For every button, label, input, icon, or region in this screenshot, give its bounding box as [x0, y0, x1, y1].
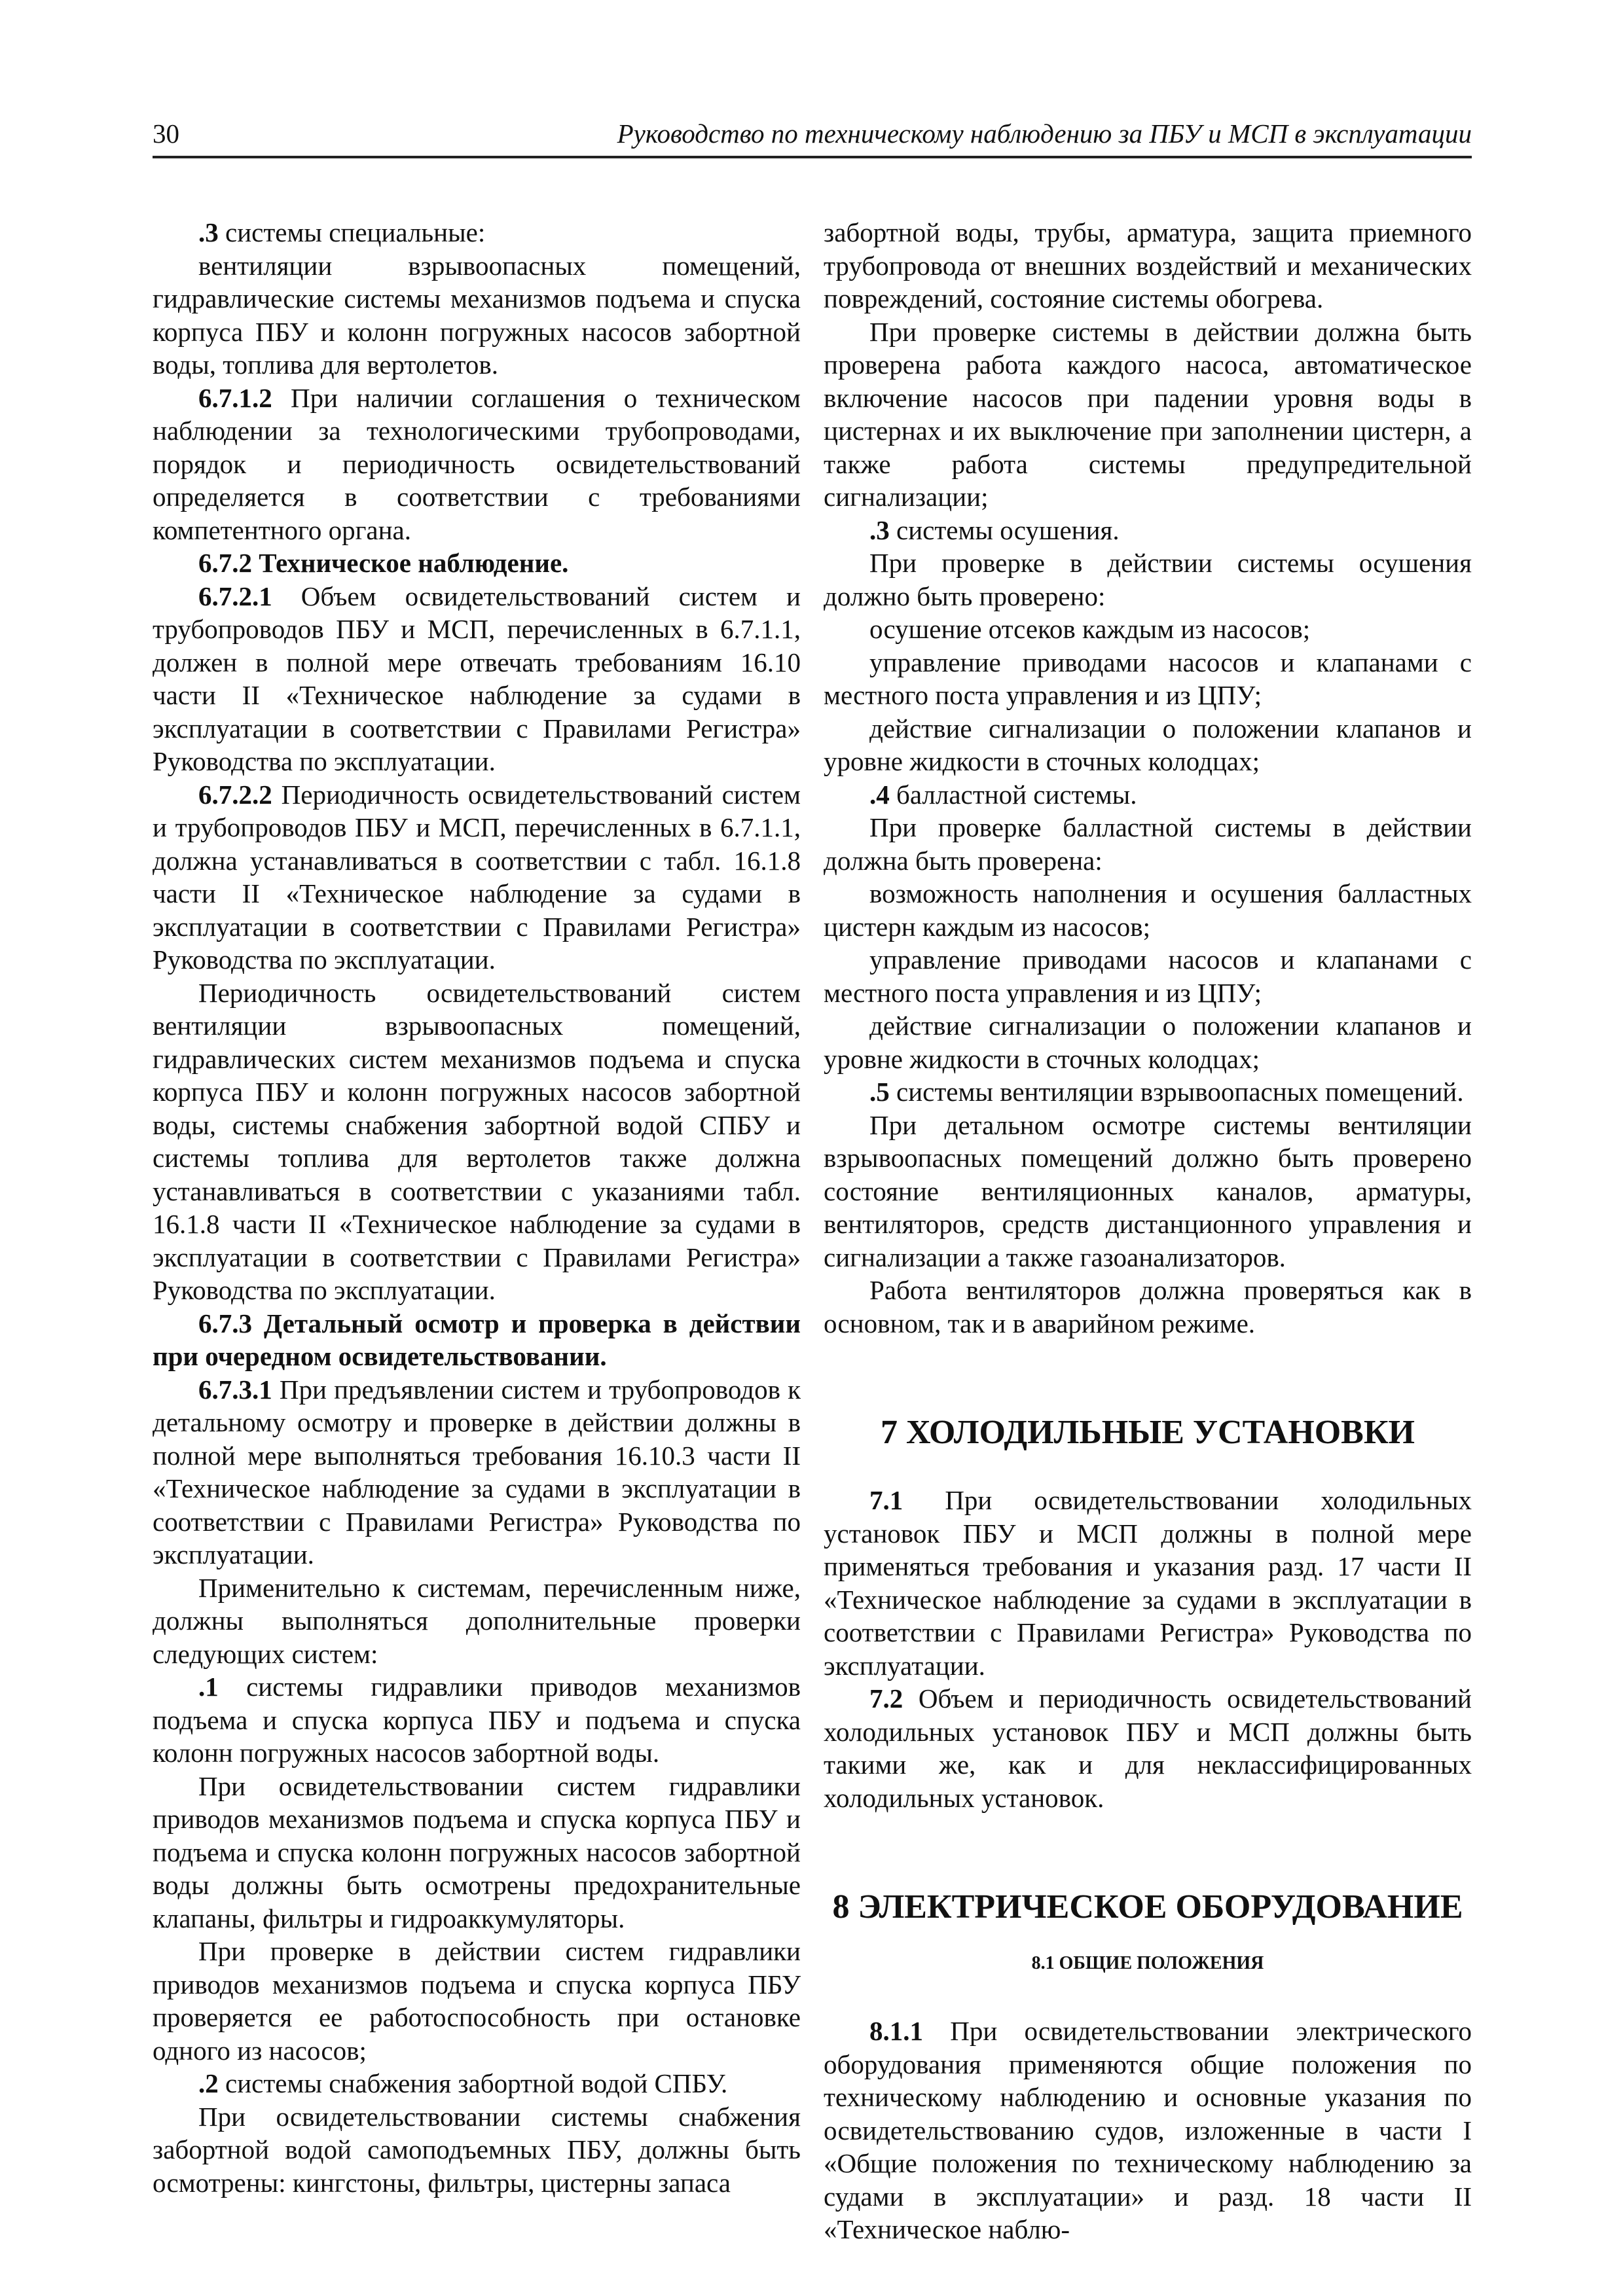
paragraph-text: 6.7.2 Техническое наблюдение.: [198, 548, 569, 578]
clause-number: .1: [198, 1672, 219, 1702]
paragraph-text: системы вентиляции взрывоопасных помещений.: [889, 1077, 1464, 1107]
paragraph: [824, 613, 1472, 646]
paragraph-text: Объем освидетельствований систем и трубопроводов ПБУ и МСП, перечисленных в 6.7.1.1, должен в полной мере отвечать требованиям 16.10 части II «Техническое наблюдение за судами в эксплуатации в соответствии с Правилами Регистра» Руководства по эксплуатации.: [153, 581, 801, 776]
paragraph-text: При проверке системы в действии должна быть проверена работа каждого насоса, автоматическое включение насосов при падении уровня воды в цистернах и их выключение при заполнении цистерн, а также работа системы предупредительной сигнализации;: [824, 316, 1472, 512]
paragraph: [153, 1571, 801, 1671]
paragraph-text: При проверке в действии системы осушения должно быть проверено:: [824, 548, 1472, 611]
paragraph: [824, 1484, 1472, 1682]
clause-number: 6.7.2.2: [198, 779, 272, 810]
paragraph: [153, 2100, 801, 2200]
paragraph: [824, 514, 1472, 547]
paragraph: [824, 547, 1472, 613]
paragraph: [153, 216, 801, 249]
paragraph-text: системы осушения.: [889, 514, 1120, 545]
paragraph-text: 6.7.3 Детальный осмотр и проверка в действии при очередном освидетельствовании.: [153, 1308, 801, 1371]
section-7-body: [824, 1484, 1472, 1814]
paragraph: [824, 1109, 1472, 1274]
paragraph-text: действие сигнализации о положении клапанов и уровне жидкости в сточных колодцах;: [824, 1011, 1472, 1074]
paragraph-text: управление приводами насосов и клапанами с местного поста управления и из ЦПУ;: [824, 944, 1472, 1008]
paragraph: [153, 778, 801, 977]
section-8-body: [824, 2015, 1472, 2246]
paragraph-text: управление приводами насосов и клапанами с местного поста управления и из ЦПУ;: [824, 647, 1472, 710]
paragraph: [824, 646, 1472, 712]
paragraph-text: системы снабжения забортной водой СПБУ.: [218, 2068, 728, 2098]
paragraph-text: При освидетельствовании электрического оборудования применяются общие положения по техническому наблюдению и основные указания по освидетельствованию судов, изложенные в части I «Общие положения по техническому наблюдению за судами в эксплуатации» и разд. 18 части II «Техническое наблю-: [824, 2016, 1472, 2244]
paragraph-text: При проверке балластной системы в действии должна быть проверена:: [824, 812, 1472, 876]
paragraph: [824, 811, 1472, 877]
clause-number: .3: [198, 217, 219, 247]
clause-number: 7.2: [869, 1683, 903, 1713]
right-column: [824, 216, 1472, 2246]
paragraph-text: Периодичность освидетельствований систем и трубопроводов ПБУ и МСП, перечисленных в 6.7.1.1, должна устанавливаться в соответствии с табл. 16.1.8 части II «Техническое наблюдение за судами в эксплуатации в соответствии с Правилами Регистра» Руководства по эксплуатации.: [153, 779, 801, 975]
left-column: [153, 216, 801, 2199]
paragraph-text: Периодичность освидетельствований систем вентиляции взрывоопасных помещений, гидравлических систем механизмов подъема и спуска корпуса ПБУ и колонн погружных насосов забортной воды, системы снабжения забортной водой СПБУ и системы топлива для вертолетов также должна устанавливаться в соответствии с указаниями табл. 16.1.8 части II «Техническое наблюдение за судами в эксплуатации в соответствии с Правилами Регистра» Руководства по эксплуатации.: [153, 977, 801, 1305]
paragraph: [153, 580, 801, 778]
paragraph-text: При предъявлении систем и трубопроводов к детальному осмотру и проверке в действии должны в полной мере выполняться требования 16.10.3 части II «Техническое наблюдение за судами в эксплуатации в соответствии с Правилами Регистра» Руководства по эксплуатации.: [153, 1374, 801, 1570]
running-title: Руководство по техническому наблюдению за ПБУ и МСП в эксплуатации: [617, 118, 1472, 149]
clause-number: 6.7.1.2: [198, 382, 272, 413]
paragraph-text: Применительно к системам, перечисленным ниже, должны выполняться дополнительные проверки следующих систем:: [153, 1572, 801, 1669]
paragraph-text: балластной системы.: [889, 779, 1137, 810]
paragraph-text: забортной воды, трубы, арматура, защита приемного трубопровода от внешних воздействий и механических повреждений, состояние системы обогрева.: [824, 217, 1472, 314]
paragraph: [824, 712, 1472, 778]
clause-number: .3: [869, 514, 890, 545]
paragraph-text: Объем и периодичность освидетельствований холодильных установок ПБУ и МСП должны быть такими же, как и для неклассифицированных холодильных установок.: [824, 1683, 1472, 1813]
paragraph-text: При проверке в действии систем гидравлики приводов механизмов подъема и спуска корпуса ПБУ проверяется ее работоспособность при остановке одного из насосов;: [153, 1936, 801, 2066]
page-header: [153, 117, 1472, 158]
paragraph: [153, 1373, 801, 1571]
paragraph: [153, 382, 801, 547]
clause-number: .2: [198, 2068, 219, 2098]
page-number: 30: [153, 118, 179, 149]
paragraph-text: Работа вентиляторов должна проверяться как в основном, так и в аварийном режиме.: [824, 1275, 1472, 1338]
clause-number: 7.1: [869, 1485, 903, 1515]
paragraph-text: вентиляции взрывоопасных помещений, гидравлические системы механизмов подъема и спуска корпуса ПБУ и колонн погружных насосов забортной воды, топлива для вертолетов.: [153, 250, 801, 380]
section-7-heading: 7 ХОЛОДИЛЬНЫЕ УСТАНОВКИ: [880, 1414, 1415, 1451]
paragraph-text: При освидетельствовании систем гидравлики приводов механизмов подъема и спуска корпуса ПБУ и подъема и спуска колонн погружных насосов забортной воды должны быть осмотрены предохранительные клапаны, фильтры и гидроаккумуляторы.: [153, 1770, 801, 1933]
clause-number: 6.7.3.1: [198, 1374, 272, 1405]
paragraph: [824, 1075, 1472, 1109]
paragraph: [824, 315, 1472, 514]
paragraph: [824, 1009, 1472, 1075]
paragraph: [824, 877, 1472, 943]
paragraph-text: При детальном осмотре системы вентиляции взрывоопасных помещений должно быть проверено состояние вентиляционных каналов, арматуры, вентиляторов, средств дистанционного управления и сигнализации а также газоанализаторов.: [824, 1109, 1472, 1272]
paragraph-text: системы специальные:: [218, 217, 486, 247]
paragraph: [153, 2067, 801, 2100]
paragraph-text: При освидетельствовании холодильных установок ПБУ и МСП должны в полной мере применяться требования и указания разд. 17 части II «Техническое наблюдение за судами в эксплуатации в соответствии с Правилами Регистра» Руководства по эксплуатации.: [824, 1485, 1472, 1681]
paragraph-text: осушение отсеков каждым из насосов;: [869, 614, 1311, 644]
paragraph: [824, 216, 1472, 315]
paragraph-text: возможность наполнения и осушения балластных цистерн каждым из насосов;: [824, 878, 1472, 942]
clause-number: .4: [869, 779, 890, 810]
paragraph: [824, 2015, 1472, 2246]
clause-number: .5: [869, 1077, 890, 1107]
paragraph-text: действие сигнализации о положении клапанов и уровне жидкости в сточных колодцах;: [824, 713, 1472, 776]
paragraph: [824, 943, 1472, 1009]
clause-number: 8.1.1: [869, 2016, 923, 2046]
paragraph: [153, 1307, 801, 1373]
paragraph: [153, 1670, 801, 1770]
paragraph: [824, 1682, 1472, 1814]
paragraph: [824, 1274, 1472, 1340]
paragraph: [824, 778, 1472, 812]
paragraph: [153, 1935, 801, 2067]
paragraph-text: При освидетельствовании системы снабжения забортной водой самоподъемных ПБУ, должны быть осмотрены: кингстоны, фильтры, цистерны запаса: [153, 2101, 801, 2198]
section-8-1-heading: 8.1 ОБЩИЕ ПОЛОЖЕНИЯ: [1031, 1953, 1264, 1973]
clause-number: 6.7.2.1: [198, 581, 272, 611]
right-column-paragraphs: [824, 216, 1472, 1340]
paragraph: [153, 547, 801, 580]
paragraph: [153, 1770, 801, 1935]
paragraph: [153, 977, 801, 1307]
paragraph-text: При наличии соглашения о техническом наблюдении за технологическими трубопроводами, порядок и периодичность освидетельствований определяется в соответствии с требованиями компетентного органа.: [153, 382, 801, 545]
paragraph-text: системы гидравлики приводов механизмов подъема и спуска корпуса ПБУ и подъема и спуска колонн погружных насосов забортной воды.: [153, 1672, 801, 1768]
section-8-heading: 8 ЭЛЕКТРИЧЕСКОЕ ОБОРУДОВАНИЕ: [832, 1888, 1463, 1926]
paragraph: [153, 249, 801, 382]
